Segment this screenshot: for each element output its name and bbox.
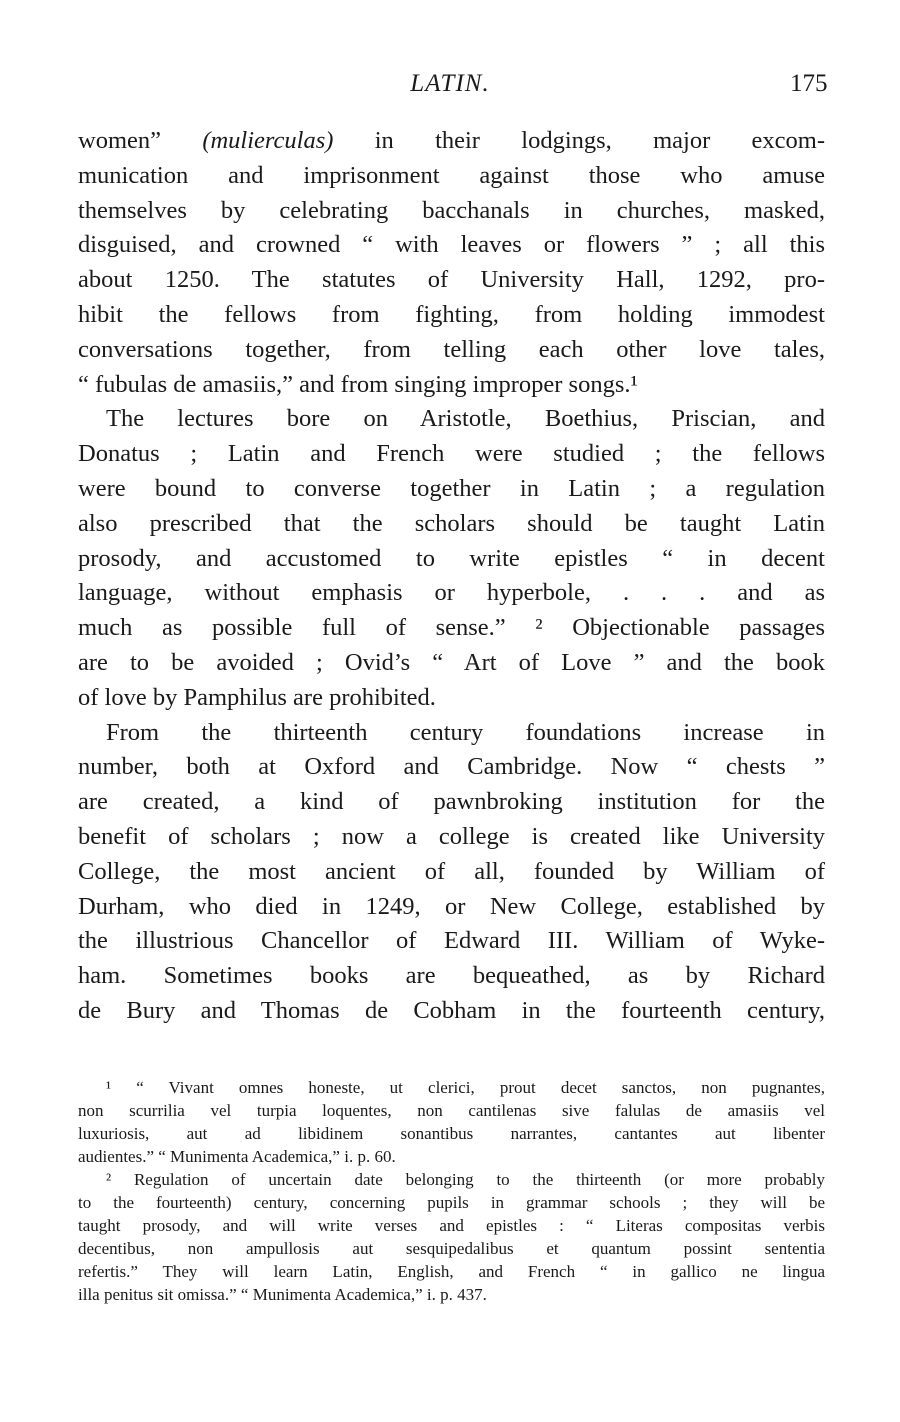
body-line: number, both at Oxford and Cambridge. Now “ chests ” [78, 753, 825, 781]
body-line: are created, a kind of pawnbroking institution for the [78, 788, 825, 816]
text-segment: in their lodgings, major excom- [333, 127, 826, 154]
body-line: were bound to converse together in Latin ; a regulation [78, 474, 825, 502]
footnote-line: ¹ “ Vivant omnes honeste, ut clerici, prout decet sanctos, non pugnantes, [106, 1078, 825, 1097]
body-line: conversations together, from telling each other love tales, [78, 335, 825, 363]
footnote-line: ² Regulation of uncertain date belonging to the thirteenth (or more probably [106, 1170, 825, 1189]
body-line: about 1250. The statutes of University Hall, 1292, pro- [78, 266, 825, 294]
body-line: themselves by celebrating bacchanals in churches, masked, [78, 196, 825, 224]
footnote-line: refertis.” They will learn Latin, English, and French “ in gallico ne lingua [78, 1262, 825, 1281]
body-line: College, the most ancient of all, founded by William of [78, 857, 825, 885]
body-line: ham. Sometimes books are bequeathed, as by Richard [78, 962, 825, 990]
body-line: benefit of scholars ; now a college is created like University [78, 822, 825, 850]
footnote-line: luxuriosis, aut ad libidinem sonantibus narrantes, cantantes aut libenter [78, 1124, 825, 1143]
body-line [78, 124, 825, 159]
page-number: 175 [790, 70, 828, 97]
body-line: munication and imprisonment against those who amuse [78, 161, 825, 189]
body-line: From the thirteenth century foundations increase in [106, 718, 825, 746]
italic-term: (mulierculas) [202, 127, 334, 154]
body-line: Durham, who died in 1249, or New College, established by [78, 892, 825, 920]
running-head-title: LATIN. [410, 70, 490, 97]
footnote-line: illa penitus sit omissa.” “ Munimenta Academica,” i. p. 437. [78, 1285, 487, 1304]
body-text [78, 124, 825, 1029]
body-line: disguised, and crowned “ with leaves or flowers ” ; all this [78, 231, 825, 259]
body-line: are to be avoided ; Ovid’s “ Art of Love ” and the book [78, 648, 825, 676]
footnote-line: to the fourteenth) century, concerning pupils in grammar schools ; they will be [78, 1193, 825, 1212]
footnote-line: audientes.” “ Munimenta Academica,” i. p. 60. [78, 1147, 396, 1166]
body-line: Donatus ; Latin and French were studied ; the fellows [78, 440, 825, 468]
footnote-line: taught prosody, and will write verses and epistles : “ Literas compositas verbis [78, 1216, 825, 1235]
body-line: de Bury and Thomas de Cobham in the fourteenth century, [78, 996, 825, 1024]
body-line: language, without emphasis or hyperbole, . . . and as [78, 579, 825, 607]
footnotes [78, 1076, 825, 1306]
body-line: The lectures bore on Aristotle, Boethius, Priscian, and [106, 405, 825, 433]
body-line: prosody, and accustomed to write epistles “ in decent [78, 544, 825, 572]
text-segment: women” [78, 127, 203, 154]
body-line: “ fubulas de amasiis,” and from singing improper songs.¹ [78, 370, 638, 398]
footnote-line: decentibus, non ampullosis aut sesquipedalibus et quantum possint sententia [78, 1239, 825, 1258]
body-line: much as possible full of sense.” ² Objectionable passages [78, 614, 825, 642]
footnote-line: non scurrilia vel turpia loquentes, non cantilenas sive falulas de amasiis vel [78, 1101, 825, 1120]
body-line: of love by Pamphilus are prohibited. [78, 683, 436, 711]
body-line: also prescribed that the scholars should be taught Latin [78, 509, 825, 537]
body-line: the illustrious Chancellor of Edward III. William of Wyke- [78, 927, 825, 955]
body-line: hibit the fellows from fighting, from holding immodest [78, 300, 825, 328]
